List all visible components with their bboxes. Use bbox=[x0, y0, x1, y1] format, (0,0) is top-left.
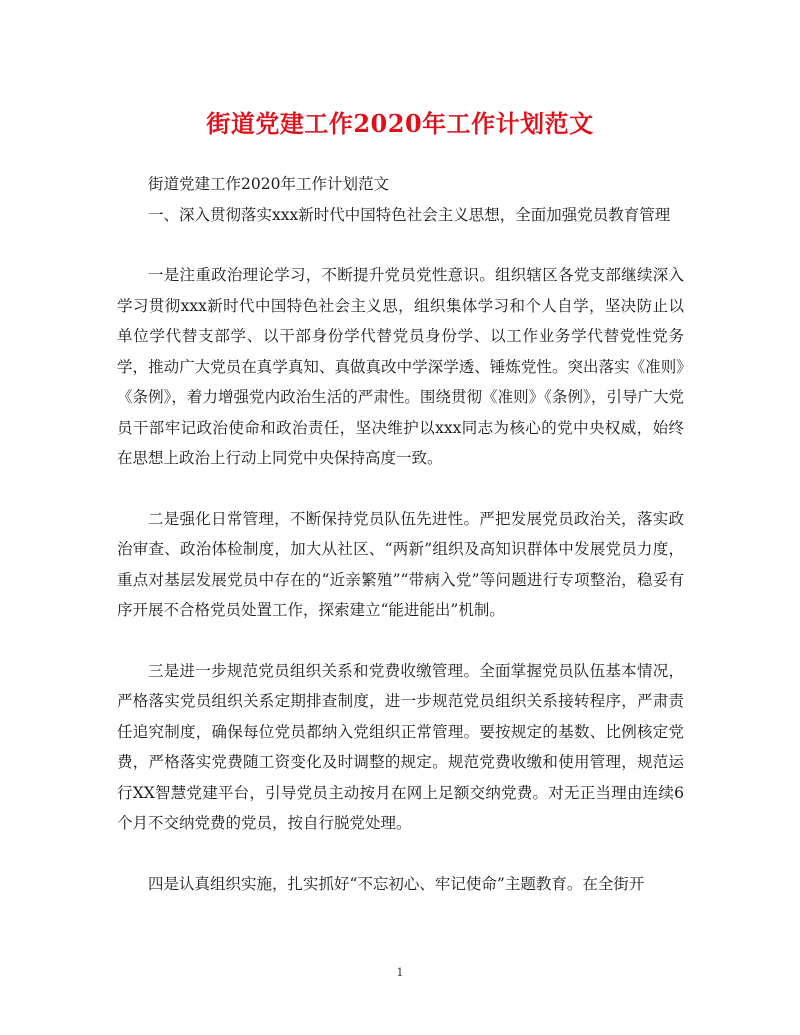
paragraph-point-three: 三是进一步规范党员组织关系和党费收缴管理。全面掌握党员队伍基本情况，严格落实党员组织关系定期排查制度，进一步规范党员组织关系接转程序，严肃责任追究制度，确保每位党员都纳入党组织正常管理。要按规定的基数、比例核定党费，严格落实党费随工资变化及时调整的规定。规范党费收缴和使用管理，规范运行XX智慧党建平台，引导党员主动按月在网上足额交纳党费。对无正当理由连续6个月不交纳党费的党员，按自行脱党处理。 bbox=[117, 661, 684, 832]
page-number: 1 bbox=[396, 966, 404, 979]
paragraph-point-two: 二是强化日常管理，不断保持党员队伍先进性。严把发展党员政治关，落实政治审查、政治体检制度，加大从社区、“两新”组织及高知识群体中发展党员力度，重点对基层发展党员中存在的“近亲繁殖”“带病入党”等问题进行专项整治，稳妥有序开展不合格党员处置工作，探索建立“能进能出”机制。 bbox=[117, 509, 684, 619]
document-title: 街道党建工作2020年工作计划范文 bbox=[206, 109, 594, 138]
paragraph-spacer bbox=[117, 474, 684, 504]
document-body bbox=[117, 169, 684, 899]
paragraph-subtitle: 街道党建工作2020年工作计划范文 bbox=[148, 175, 389, 193]
paragraph-point-four: 四是认真组织实施，扎实抓好“不忘初心、牢记使命”主题教育。在全街开 bbox=[148, 874, 645, 893]
paragraph-point-one: 一是注重政治理论学习，不断提升党员党性意识。组织辖区各党支部继续深入学习贯彻xxx新时代中国特色社会主义思，组织集体学习和个人自学，坚决防止以单位学代替支部学、以干部身份学代替党员身份学、以工作业务学代替党性党务学，推动广大党员在真学真知、真做真改中学深学透、锤炼党性。突出落实《准则》《条例》，着力增强党内政治生活的严肃性。围绕贯彻《准则》《条例》，引导广大党员干部牢记政治使命和政治责任，坚决维护以xxx同志为核心的党中央权威，始终在思想上政治上行动上同党中央保持高度一致。 bbox=[117, 266, 684, 467]
paragraph-spacer bbox=[117, 626, 684, 656]
paragraph-spacer bbox=[117, 230, 684, 260]
paragraph-spacer bbox=[117, 839, 684, 869]
paragraph-section-heading: 一、深入贯彻落实xxx新时代中国特色社会主义思想，全面加强党员教育管理 bbox=[148, 205, 671, 224]
